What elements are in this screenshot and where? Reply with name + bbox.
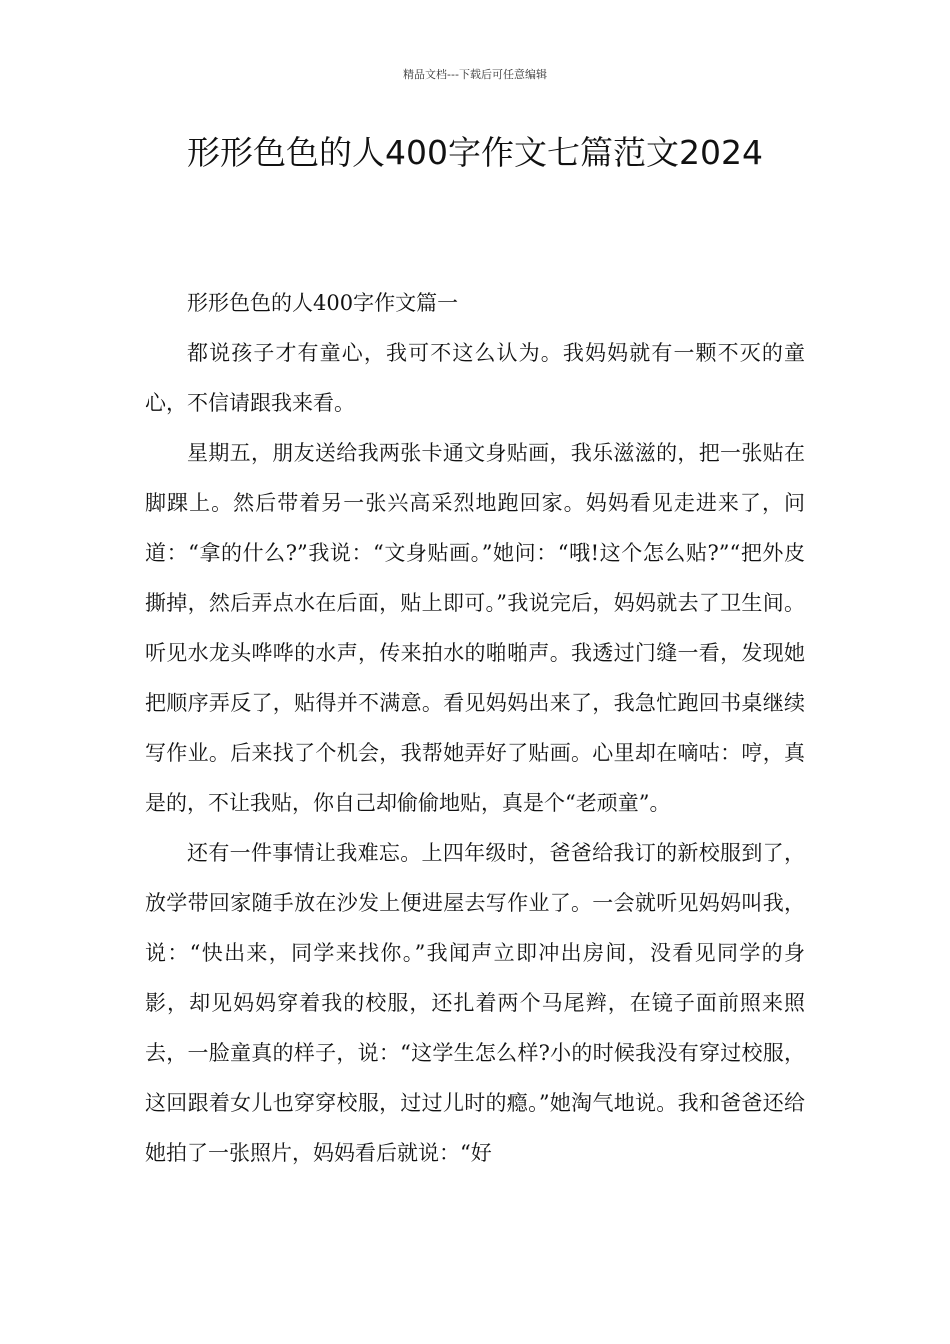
section-heading: 形形色色的人400字作文篇一 [187,291,459,315]
paragraph: 星期五，朋友送给我两张卡通文身贴画，我乐滋滋的，把一张贴在脚踝上。然后带着另一张兴高采烈地跑回家。妈妈看见走进来了，问道：“拿的什么?”我说：“文身贴画。”她问：“哦!这个怎么贴?”“把外皮撕掉，然后弄点水在后面，贴上即可。”我说完后，妈妈就去了卫生间。听见水龙头哗哗的水声，传来拍水的啪啪声。我透过门缝一看，发现她把顺序弄反了，贴得并不满意。看见妈妈出来了，我急忙跑回书桌继续写作业。后来找了个机会，我帮她弄好了贴画。心里却在嘀咕：哼，真是的，不让我贴，你自己却偷偷地贴，真是个“老顽童”。 [145,441,805,815]
header-note: 精品文档---下载后可任意编辑 [403,68,547,81]
document-title: 形形色色的人400字作文七篇范文2024 [187,133,763,172]
document-body [145,278,805,1178]
paragraph: 还有一件事情让我难忘。上四年级时，爸爸给我订的新校服到了，放学带回家随手放在沙发上便进屋去写作业了。一会就听见妈妈叫我，说：“快出来，同学来找你。”我闻声立即冲出房间，没看见同学的身影，却见妈妈穿着我的校服，还扎着两个马尾辫，在镜子面前照来照去，一脸童真的样子，说：“这学生怎么样?小的时候我没有穿过校服，这回跟着女儿也穿穿校服，过过儿时的瘾。”她淘气地说。我和爸爸还给她拍了一张照片，妈妈看后就说：“好 [145,841,805,1165]
paragraph: 都说孩子才有童心，我可不这么认为。我妈妈就有一颗不灭的童心，不信请跟我来看。 [145,341,805,415]
